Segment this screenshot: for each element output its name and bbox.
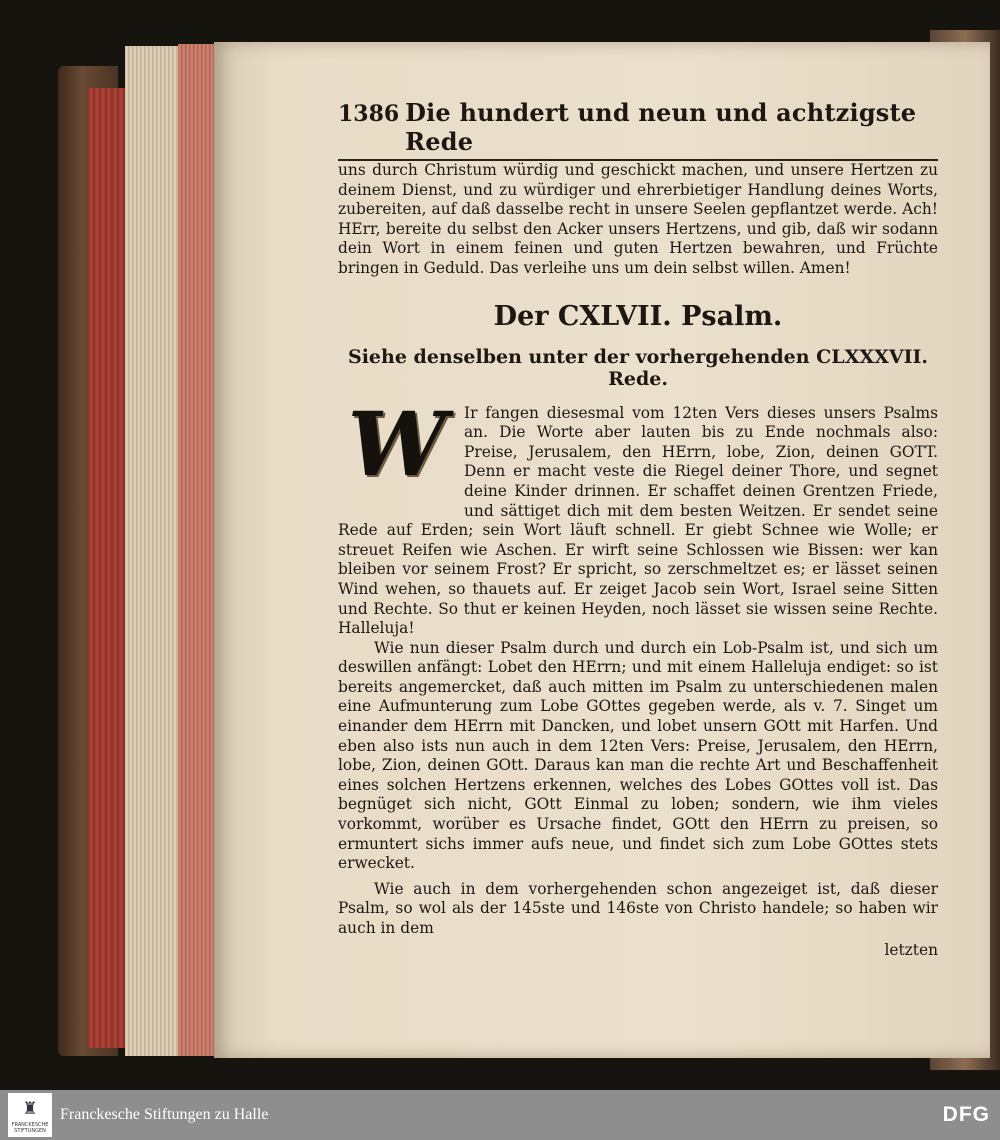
catchword: letzten [884, 940, 938, 959]
institution-name[interactable]: Franckesche Stiftungen zu Halle [60, 1106, 269, 1123]
commentary-paragraph: Wie nun dieser Psalm durch und durch ein Lob-Psalm ist, und sich um deswillen anfängt: Lobet den HErrn; und mit einem Halleluja endiget: so ist bereits angemercket, daß auch mitten im Psalm zu unterschiedenen malen eine Aufmunterung zum Lobe GOttes gegeben werde, als v. 7. Singet um einander dem HErrn mit Dancken, und lobet unsern GOtt mit Harfen. Und eben also ists nun auch in dem 12ten Vers: Preise, Jerusalem, den HErrn, lobe, Zion, deinen GOtt. Daraus kan man die rechte Art und Beschaffenheit eines solchen Hertzens erkennen, welches des Lobes GOttes voll ist. Das begnüget sich nicht, GOtt Einmal zu loben; sondern, wie ihm vieles vorkommt, worüber es Ursache findet, GOtt den HErrn zu preisen, so ermuntert sichs immer aufs neue, und findet sich zum Lobe GOttes stets erwecket. [338, 638, 938, 873]
footer-bar [0, 1090, 1000, 1140]
dfg-logo[interactable]: DFG [942, 1103, 990, 1126]
opening-paragraph: uns durch Christum würdig und geschickt machen, und unsere Hertzen zu deinem Dienst, und zu würdiger und ehrerbietiger Handlung deines Worts, zubereiten, auf daß dasselbe recht in unsere Seelen gepflantzet werde. Ach! HErr, bereite du selbst den Acker unsers Hertzens, und gib, daß wir sodann dein Wort in einem feinen und guten Hertzen bewahren, und Früchte bringen in Geduld. Das verleihe uns um dein selbst willen. Amen! [338, 161, 938, 277]
page-number: 1386 [338, 101, 400, 127]
running-head: Die hundert und neun und achtzigste Rede [405, 98, 917, 156]
page-content [338, 98, 938, 959]
logo-text: FRANCKESCHE STIFTUNGEN [11, 1122, 49, 1134]
institution-logo[interactable] [8, 1093, 52, 1137]
crest-icon: ♜ [22, 1099, 38, 1119]
psalm-paragraph: Ir fangen diesesmal vom 12ten Vers dieses unsers Psalms an. Die Worte aber lauten bis zu Ende nochmals also: Preise, Jerusalem, den HErrn, lobe, Zion, deinen GOTT. Denn er macht veste die Riegel deiner Thore, und segnet deine Kinder drinnen. Er schaffet deinen Grentzen Friede, und sättiget dich mit dem besten Weitzen. Er sendet seine Rede auf Erden; sein Wort läuft schnell. Er giebt Schnee wie Wolle; er streuet Reifen wie Aschen. Er wirft seine Schlossen wie Bissen: wer kan bleiben vor seinem Frost? Er spricht, so zerschmeltzet es; er lässet seinen Wind wehen, so thauets auf. Er zeiget Jacob sein Wort, Israel seine Sitten und Rechte. So thut er keinen Heyden, noch lässet sie wissen seine Rechte. Halleluja! [338, 403, 938, 638]
psalm-title: Der CXLVII. Psalm. [493, 300, 783, 332]
book-page [214, 42, 990, 1058]
page-header [338, 98, 938, 161]
closing-paragraph: Wie auch in dem vorhergehenden schon angezeiget ist, daß dieser Psalm, so wol als der 145ste und 146ste von Christo handele; so haben wir auch in dem [338, 879, 938, 937]
red-page-edge [88, 88, 126, 1048]
first-section [338, 391, 938, 639]
drop-cap: W [347, 391, 447, 496]
sub-title: Siehe denselben unter der vorhergehenden CLXXXVII. Rede. [347, 345, 929, 390]
